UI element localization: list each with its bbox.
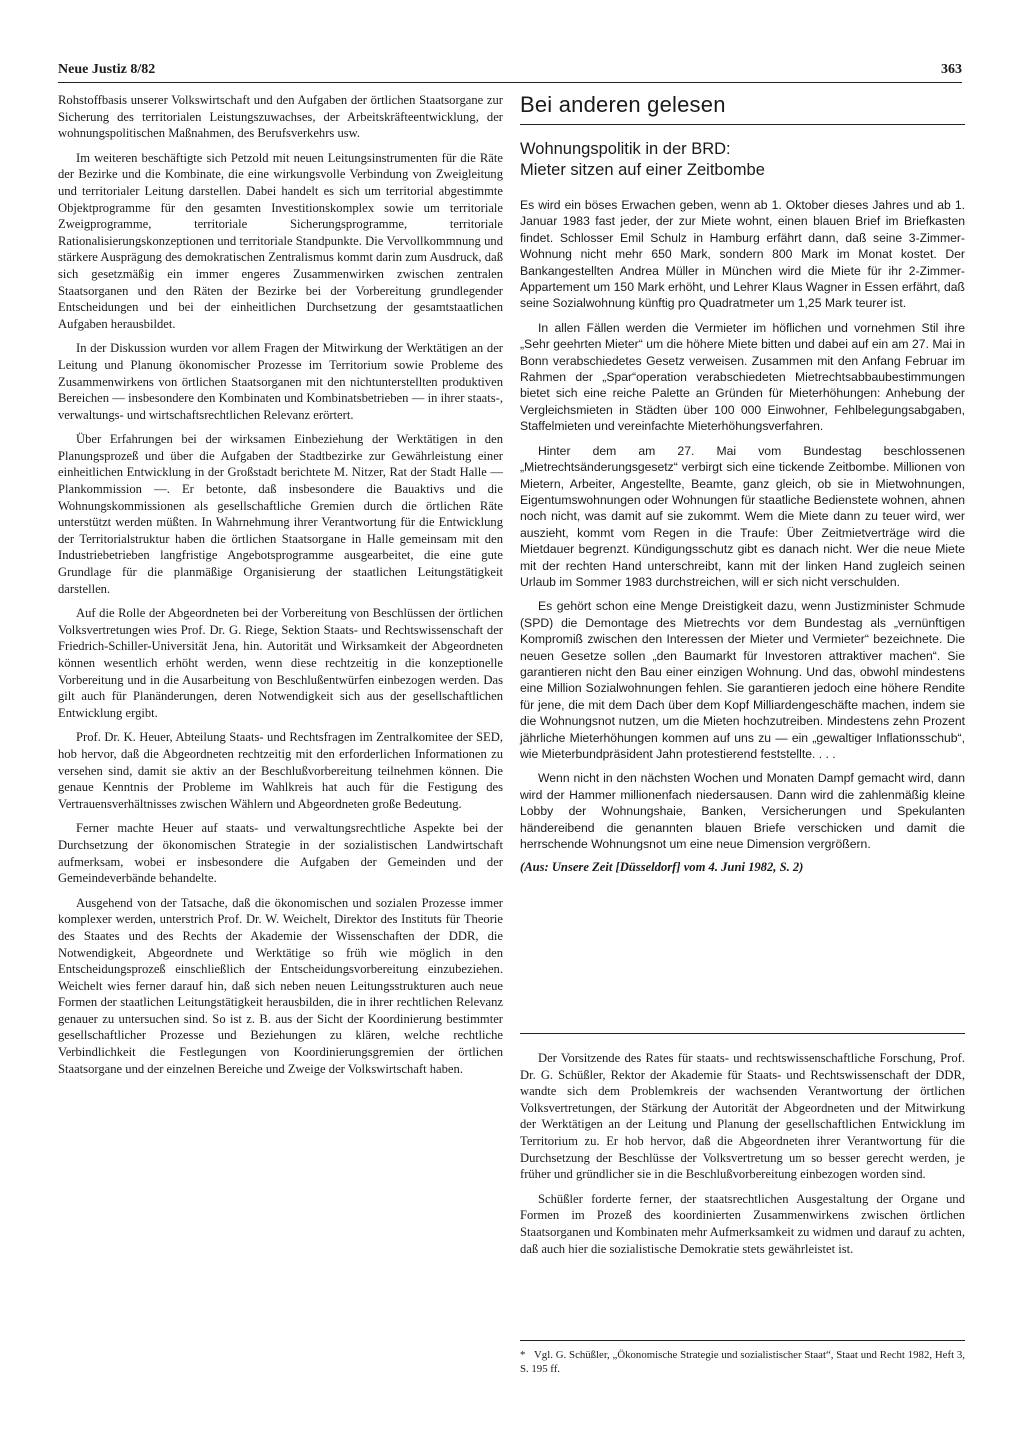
paragraph: Es gehört schon eine Menge Dreistigkeit dazu, wenn Justizminister Schmude (SPD) die Demontage des Mietrechts vor dem Bundestag als „vernünftigen Kompromiß zwischen den Interessen der Mieter und Vermieter“ bezeichnete. Die neuen Gesetze sollen „den Baumarkt für Investoren attraktiver machen“. Sie garantieren nicht den Bau einer einzigen Wohnung. Und das, obwohl mindestens eine Million Sozialwohnungen fehlen. Sie garantieren jedoch eine höhere Rendite für jene, die mit dem Dach über dem Kopf Milliardengeschäfte machen, indem sie die Wohnungsnot nutzen, um die Mieten hochzutreiben. Mindestens zehn Prozent jährliche Mieterhöhungen kommen auf uns zu — ein „gewaltiger Inflationsschub“, wie Mieterbundpräsident Jahn protestierend feststellte. . . . — [520, 599, 965, 761]
footnote-text: Vgl. G. Schüßler, „Ökonomische Strategie und sozialistischer Staat“, Staat und Recht 1982, Heft 3, S. 195 ff. — [520, 1349, 965, 1375]
header-rule — [58, 82, 962, 83]
subheading-line-1: Wohnungspolitik in der BRD: — [520, 140, 731, 158]
footnote-marker: * — [520, 1349, 526, 1361]
paragraph: Prof. Dr. K. Heuer, Abteilung Staats- und Rechtsfragen im Zentralkomitee der SED, hob hervor, daß die Abgeordneten rechtzeitig mit den erforderlichen Informationen zu versehen sind, damit sie aktiv an der Beschlußvorbereitung teilnehmen können. Die genaue Kenntnis der Probleme im Wahlkreis hat auch für die Festigung des Vertrauensverhältnisses zwischen Wählern und Abgeordneten große Bedeutung. — [58, 730, 503, 811]
paragraph: Auf die Rolle der Abgeordneten bei der Vorbereitung von Beschlüssen der örtlichen Volksvertretungen wies Prof. Dr. G. Riege, Sektion Staats- und Rechtswissenschaft der Friedrich-Schiller-Universität Jena, hin. Autorität und Wirksamkeit der Abgeordneten können wesentlich erhöht werden, wenn diese rechtzeitig in die konzeptionelle Vorbereitung und in die Ausarbeitung von Beschlußentwürfen einbezogen werden. Das gilt auch für Planänderungen, deren Notwendigkeit sich aus der gesellschaftlichen Entwicklung ergibt. — [58, 606, 503, 720]
paragraph: Über Erfahrungen bei der wirksamen Einbeziehung der Werktätigen in den Planungsprozeß und über die Aufgaben der Stadtbezirke zur Gewährleistung einer einheitlichen Entwicklung in der Großstadt berichtete M. Nitzer, Rat der Stadt Halle — Plankommission —. Er betonte, daß insbesondere die Bauaktivs und die Wohnungskommissionen als gesellschaftliche Gremien durch die örtlichen Räte unterstützt werden müßten. In Wahrnehmung ihrer Verantwortung für die Entwicklung der Territorialstruktur haben die örtlichen Staatsorgane in Halle gemeinsam mit den Industriebetrieben langfristige Angebotsprogramme ausgearbeitet, die eine gute Grundlage für die planmäßige Organisierung der staatlichen Leitungstätigkeit darstellen. — [58, 432, 503, 596]
source-citation: (Aus: Unsere Zeit [Düsseldorf] vom 4. Juni 1982, S. 2) — [520, 860, 804, 875]
page-number: 363 — [941, 62, 962, 77]
paragraph: Der Vorsitzende des Rates für staats- und rechtswissenschaftliche Forschung, Prof. Dr. G. Schüßler, Rektor der Akademie für Staats- und Rechtswissenschaft der DDR, wandte sich dem Problemkreis der wachsenden Verantwortung der örtlichen Volksvertretungen, der Stärkung der Autorität der Abgeordneten und der Mitwirkung der Werktätigen an der Leitung und Planung der gesellschaftlichen Entwicklung im Territorium zu. Er hob hervor, daß die Abgeordneten ihrer Verantwortung für die Durchsetzung der Beschlüsse der Volksvertretung um so besser gerecht werden, je früher und gründlicher sie in die Beschlußvorbereitung einbezogen worden sind. — [520, 1051, 965, 1182]
footnote-divider — [520, 1340, 965, 1341]
paragraph: Schüßler forderte ferner, der staatsrechtlichen Ausgestaltung der Organe und Formen im Prozeß des koordinierten Zusammenwirkens zwischen örtlichen Staatsorganen und Kombinaten mehr Aufmerksamkeit zu widmen und darauf zu achten, daß auch hier die sozialistische Demokratie stets gewährleistet ist. — [520, 1191, 965, 1256]
subheading-line-2: Mieter sitzen auf einer Zeitbombe — [520, 161, 765, 179]
running-head — [58, 62, 962, 82]
paragraph: In der Diskussion wurden vor allem Fragen der Mitwirkung der Werktätigen an der Leitung und Planung ökonomischer Prozesse im Territorium sowie Probleme des Zusammenwirkens von örtlichen Staatsorganen mit den nichtunterstellten produktiven Bereichen — insbesondere den Kombinaten und Kombinatsbetrieben — in ihrer staats-, verwaltungs- und wirtschaftsrechtlichen Relevanz erörtert. — [58, 341, 503, 422]
right-column-feature — [520, 92, 965, 875]
rubric-heading: Bei anderen gelesen — [520, 92, 726, 117]
paragraph: Wenn nicht in den nächsten Wochen und Monaten Dampf gemacht wird, dann wird der Hammer millionenfach niedersausen. Dann wird die zahlenmäßig kleine Lobby der Wohnungshaie, Banken, Versicherungen und Spekulanten händereibend die genannten blauen Briefe verschicken und damit die herrschende Wohnungsnot um eine neue Dimension vergrößern. — [520, 771, 965, 852]
paragraph: Ausgehend von der Tatsache, daß die ökonomischen und sozialen Prozesse immer komplexer werden, unterstrich Prof. Dr. W. Weichelt, Direktor des Instituts für Theorie des Staates und des Rechts der Akademie der Wissenschaften der DDR, die Notwendigkeit, Abgeordnete und Werktätige so früh wie möglich in den Entscheidungsprozeß einschließlich der Entscheidungsvorbereitung einzubeziehen. Weichelt wies ferner darauf hin, daß sich neben neuen Leitungsstrukturen auch neue Formen der staatlichen Leitungstätigkeit herausbilden, die in ihrer rechtlichen Relevanz genauer zu untersuchen sind. So ist z. B. aus der Sicht der Koordinierung bestimmter gesellschaftlicher Prozesse und Beziehungen zu klären, welche rechtliche Verbindlichkeit die Festlegungen von Koordinierungsgremien der örtlichen Staatsorgane und der einzelnen Bereiche und Zweige der Volkswirtschaft haben. — [58, 895, 503, 1076]
paragraph: Rohstoffbasis unserer Volkswirtschaft und den Aufgaben der örtlichen Staatsorgane zur Sicherung des territorialen Leistungszuwachses, der Arbeitskräfteentwicklung, der wohnungspolitischen Maßnahmen, des Berufsverkehrs usw. — [58, 93, 503, 141]
continuation-block — [520, 1050, 965, 1265]
paragraph: Ferner machte Heuer auf staats- und verwaltungsrechtliche Aspekte bei der Durchsetzung der ökonomischen Strategie in der sozialistischen Landwirtschaft aufmerksam, wobei er insbesondere die Aufgaben der Gemeinden und der Gemeindeverbände behandelte. — [58, 821, 503, 886]
rubric-rule — [520, 124, 965, 125]
section-divider — [520, 1033, 965, 1034]
journal-title: Neue Justiz 8/82 — [58, 62, 156, 77]
paragraph: Es wird ein böses Erwachen geben, wenn ab 1. Oktober dieses Jahres und ab 1. Januar 1983 fast jeder, der zur Miete wohnt, einen blauen Brief im Briefkasten findet. Schlosser Emil Schulz in Hamburg erfährt dann, daß seine 3-Zimmer-Wohnung nicht mehr 650 Mark, sondern 800 Mark im Monat kostet. Der Bankangestellten Andrea Müller in München wird die Miete für ihr 2-Zimmer-Appartement um 150 Mark erhöht, und Lehrer Klaus Wagner in Essen erfährt, daß seine Sozialwohnung künftig pro Quadratmeter um 1,25 Mark teurer ist. — [520, 198, 965, 311]
article-subheading — [520, 139, 965, 181]
left-column-article — [58, 92, 503, 1085]
paragraph: In allen Fällen werden die Vermieter im höflichen und vornehmen Stil ihre „Sehr geehrten Mieter“ um die höhere Miete bitten und dabei auf ein am 27. Mai in Bonn verabschiedetes Gesetz verweisen. Zusammen mit den Anfang Februar im Rahmen der „Spar“operation verabschiedeten Mietrechtsabbaubestimmungen bietet sich eine reiche Palette an Gründen für Mieterhöhungen: Anhebung der Vergleichsmieten in Städten über 100 000 Einwohner, Fehlbelegungsabgaben, Staffelmieten und vereinfachte Mieterhöhungsverfahren. — [520, 320, 965, 434]
footnote — [520, 1348, 965, 1376]
paragraph: Hinter dem am 27. Mai vom Bundestag beschlossenen „Mietrechtsänderungsgesetz“ verbirgt sich eine tickende Zeitbombe. Millionen von Mietern, Arbeiter, Angestellte, Beamte, ganz gleich, ob sie in Mietwohnungen, Eigentumswohnungen oder Wohnungen für staatliche Bedienstete wohnen, ahnen noch nicht, was damit auf sie zukommt. Wem die Miete dann zu teuer wird, wer auszieht, kommt vom Regen in die Traufe: Über Zeitmietverträge wird die Mietdauer begrenzt. Kündigungsschutz gibt es danach nicht. Wer die neue Miete mit der rechten Hand unterschreibt, kann mit der linken Hand zugleich seinen Urlaub im Sommer 1983 durchstreichen, will er sich nicht verschulden. — [520, 443, 965, 589]
paragraph: Im weiteren beschäftigte sich Petzold mit neuen Leitungsinstrumenten für die Räte der Bezirke und die Kombinate, die eine wirkungsvolle Verbindung von Zweigleitung und territorialer Leitung darstellen. Dabei handelt es sich um territorial abgestimmte Objektprogramme für den gesamten Investitionskomplex sowie um territoriale Zweigprogramme, territoriale Sicherungsprogramme, territoriale Rationalisierungskonzeptionen und territoriale Standpunkte. Die Vervollkommnung und stärkere Ausprägung des demokratischen Zentralismus kommt darin zum Ausdruck, daß sich gesetzmäßig ein immer engeres Zusammenwirken zwischen zentralen Staatsorganen und den Räten der Bezirke bei der Vorbereitung grundlegender Entscheidungen und bei der einheitlichen Durchsetzung der gesamtstaatlichen Aufgaben herausbildet. — [58, 150, 503, 331]
